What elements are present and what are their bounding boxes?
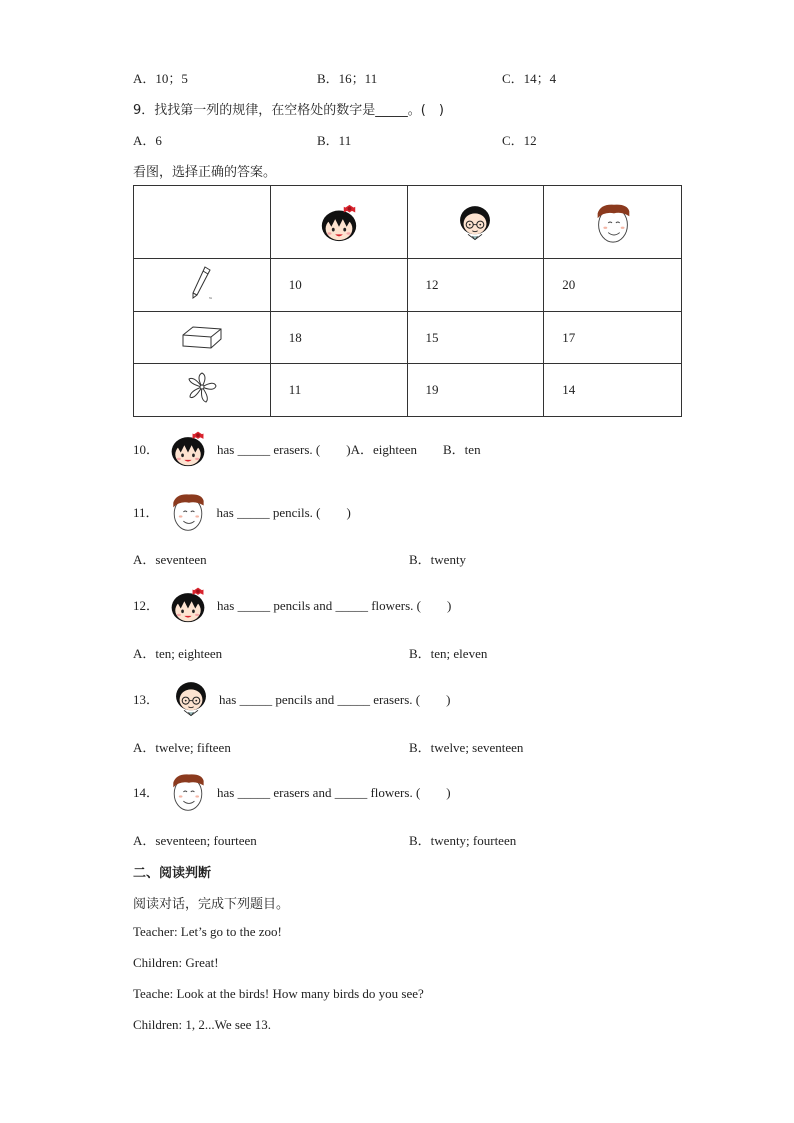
header-girl-glasses-cell bbox=[407, 186, 544, 259]
q13-text: has _____ pencils and _____ erasers. ( ) bbox=[219, 691, 451, 707]
row-item-cell bbox=[134, 364, 271, 417]
q14-option-a[interactable]: A．seventeen; fourteen bbox=[133, 833, 257, 848]
q12-text: has _____ pencils and _____ flowers. ( ) bbox=[217, 597, 452, 613]
table-row bbox=[134, 364, 682, 417]
q9-option-a[interactable]: A．6 bbox=[133, 133, 162, 148]
dialogue-line: Teacher: Let’s go to the zoo! bbox=[133, 924, 282, 939]
table-header-row bbox=[134, 186, 682, 259]
girl-with-bow-icon bbox=[165, 428, 211, 468]
q13-number: 13． bbox=[133, 691, 160, 707]
pencil-girl-bow-value: 10 bbox=[270, 259, 407, 312]
question-11 bbox=[133, 488, 351, 534]
girl-with-bow-icon bbox=[165, 584, 211, 624]
q8-option-a[interactable]: A．10；5 bbox=[133, 71, 188, 86]
q12-option-b[interactable]: B．ten; eleven bbox=[409, 646, 488, 661]
pencil-boy-value: 20 bbox=[544, 259, 682, 312]
question-14 bbox=[133, 768, 451, 814]
q14-text: has _____ erasers and _____ flowers. ( ) bbox=[217, 784, 451, 800]
header-empty-cell bbox=[134, 186, 271, 259]
q13-option-a[interactable]: A．twelve; fifteen bbox=[133, 740, 231, 755]
table-row bbox=[134, 259, 682, 312]
dialogue-line: Teache: Look at the birds! How many birds do you see? bbox=[133, 986, 424, 1001]
q8-option-b[interactable]: B．16；11 bbox=[317, 71, 378, 86]
row-item-cell bbox=[134, 259, 271, 312]
dialogue-line: Children: 1, 2...We see 13. bbox=[133, 1017, 271, 1032]
q11-option-a[interactable]: A．seventeen bbox=[133, 552, 207, 567]
q13-option-b[interactable]: B．twelve; seventeen bbox=[409, 740, 524, 755]
boy-icon bbox=[589, 199, 637, 245]
table-instruction: 看图，选择正确的答案。 bbox=[133, 165, 277, 180]
flower-girl-glasses-value: 19 bbox=[407, 364, 544, 417]
question-10 bbox=[133, 428, 481, 468]
girl-with-glasses-icon bbox=[169, 678, 213, 718]
q9-option-b[interactable]: B．11 bbox=[317, 133, 352, 148]
q11-option-b[interactable]: B．twenty bbox=[409, 552, 467, 567]
pencil-girl-glasses-value: 12 bbox=[407, 259, 544, 312]
header-girl-bow-cell bbox=[270, 186, 407, 259]
dialogue-line: Children: Great! bbox=[133, 955, 219, 970]
eraser-boy-value: 17 bbox=[544, 312, 682, 364]
question-13 bbox=[133, 678, 450, 718]
q12-option-a[interactable]: A．ten; eighteen bbox=[133, 646, 223, 661]
q12-number: 12． bbox=[133, 597, 160, 613]
row-item-cell bbox=[134, 312, 271, 364]
svg-text:ss: ss bbox=[208, 295, 212, 300]
girl-with-bow-icon bbox=[315, 201, 363, 243]
q10-text: has _____ erasers. ( )A．eighteen B．ten bbox=[217, 441, 481, 457]
section-2-title: 二、阅读判断 bbox=[133, 866, 212, 881]
flower-icon bbox=[184, 370, 220, 406]
eraser-icon bbox=[179, 321, 225, 351]
section-2-instruction: 阅读对话，完成下列题目。 bbox=[133, 897, 290, 912]
question-12 bbox=[133, 584, 451, 624]
flower-boy-value: 14 bbox=[544, 364, 682, 417]
eraser-girl-glasses-value: 15 bbox=[407, 312, 544, 364]
q14-option-b[interactable]: B．twenty; fourteen bbox=[409, 833, 517, 848]
q14-number: 14． bbox=[133, 784, 160, 800]
q10-number: 10． bbox=[133, 441, 160, 457]
header-boy-cell bbox=[544, 186, 682, 259]
q9-stem: 9．找找第一列的规律，在空格处的数字是_____。( ) bbox=[133, 103, 444, 118]
q11-number: 11． bbox=[133, 504, 159, 520]
girl-with-glasses-icon bbox=[453, 202, 497, 242]
data-table bbox=[133, 185, 682, 417]
boy-icon bbox=[165, 768, 211, 814]
q11-text: has _____ pencils. ( ) bbox=[216, 504, 351, 520]
boy-icon bbox=[165, 488, 211, 534]
flower-girl-bow-value: 11 bbox=[270, 364, 407, 417]
q9-option-c[interactable]: C．12 bbox=[502, 133, 537, 148]
table-row bbox=[134, 312, 682, 364]
pencil-icon bbox=[187, 265, 217, 301]
q8-option-c[interactable]: C．14；4 bbox=[502, 71, 557, 86]
eraser-girl-bow-value: 18 bbox=[270, 312, 407, 364]
